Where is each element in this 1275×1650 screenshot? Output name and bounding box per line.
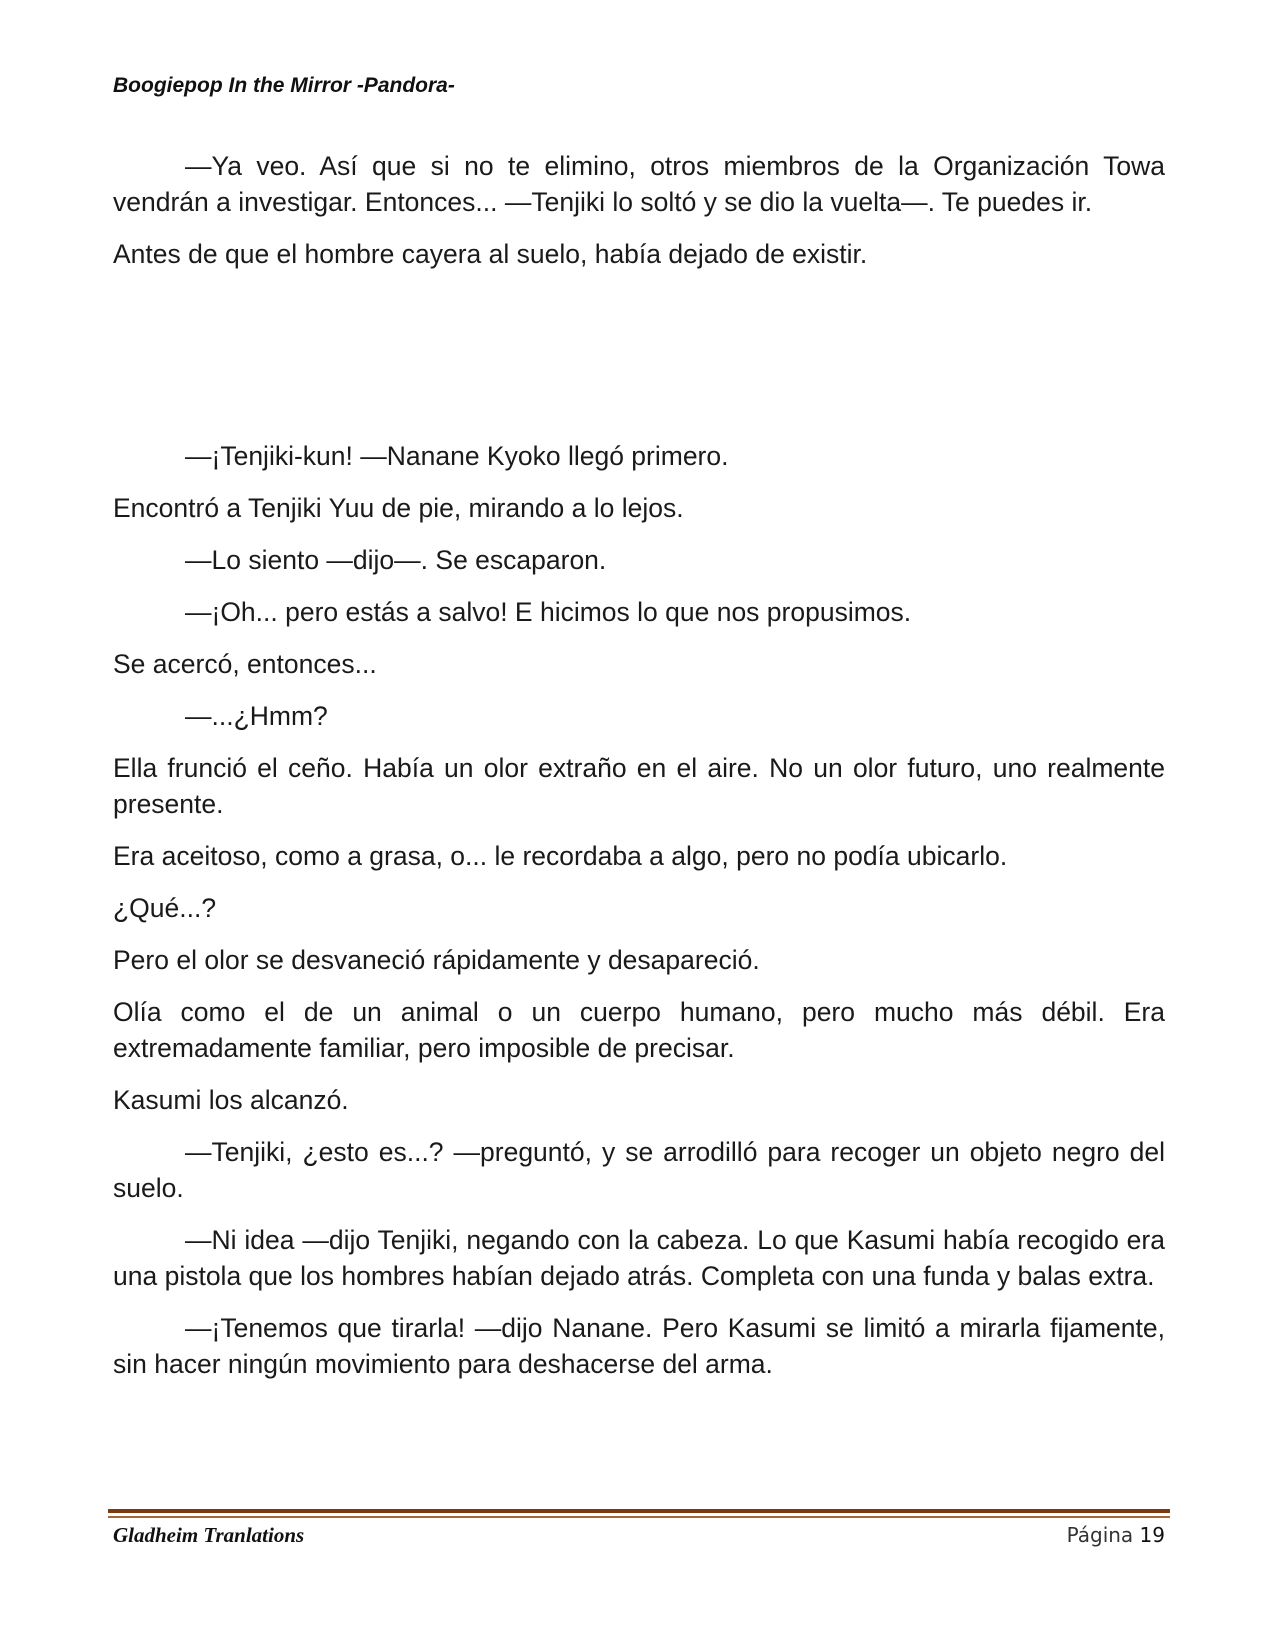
paragraph: Ella frunció el ceño. Había un olor extraño en el aire. No un olor futuro, uno realmente presente. — [113, 753, 1165, 819]
paragraph: —Ya veo. Así que si no te elimino, otros miembros de la Organización Towa vendrán a investigar. Entonces... —Tenjiki lo soltó y se dio la vuelta—. Te puedes ir. — [113, 151, 1165, 217]
paragraph: —¡Tenemos que tirarla! —dijo Nanane. Pero Kasumi se limitó a mirarla fijamente, sin hacer ningún movimiento para deshacerse del arma. — [113, 1313, 1165, 1379]
paragraph: Olía como el de un animal o un cuerpo humano, pero mucho más débil. Era extremadamente familiar, pero imposible de precisar. — [113, 997, 1165, 1063]
footer-rule-thin — [108, 1516, 1170, 1518]
paragraph: Kasumi los alcanzó. — [113, 1085, 349, 1115]
footer-rule — [108, 1509, 1170, 1513]
paragraph: —¡Tenjiki-kun! —Nanane Kyoko llegó primero. — [185, 441, 729, 471]
footer-credit: Gladheim Tranlations — [113, 1523, 305, 1547]
page-label: Página — [1066, 1523, 1134, 1547]
page-number: 19 — [1139, 1523, 1165, 1547]
running-header-title: Boogiepop In the Mirror -Pandora- — [113, 74, 455, 97]
paragraph: —Tenjiki, ¿esto es...? —preguntó, y se arrodilló para recoger un objeto negro del suelo. — [113, 1137, 1165, 1203]
paragraph: —Lo siento —dijo—. Se escaparon. — [185, 545, 607, 575]
paragraph: —¡Oh... pero estás a salvo! E hicimos lo que nos propusimos. — [185, 597, 912, 627]
paragraph: Era aceitoso, como a grasa, o... le recordaba a algo, pero no podía ubicarlo. — [113, 841, 1008, 871]
paragraph: Pero el olor se desvaneció rápidamente y desapareció. — [113, 945, 760, 975]
paragraph: Encontró a Tenjiki Yuu de pie, mirando a lo lejos. — [113, 493, 684, 523]
scene-break-space — [113, 288, 1165, 438]
body-text — [113, 148, 1165, 1398]
paragraph: Se acercó, entonces... — [113, 649, 377, 679]
paragraph: —...¿Hmm? — [185, 701, 328, 731]
page-number-label — [1067, 1523, 1165, 1547]
paragraph: —Ni idea —dijo Tenjiki, negando con la cabeza. Lo que Kasumi había recogido era una pistola que los hombres habían dejado atrás. Completa con una funda y balas extra. — [113, 1225, 1165, 1291]
paragraph: Antes de que el hombre cayera al suelo, había dejado de existir. — [113, 239, 868, 269]
paragraph: ¿Qué...? — [113, 893, 217, 923]
